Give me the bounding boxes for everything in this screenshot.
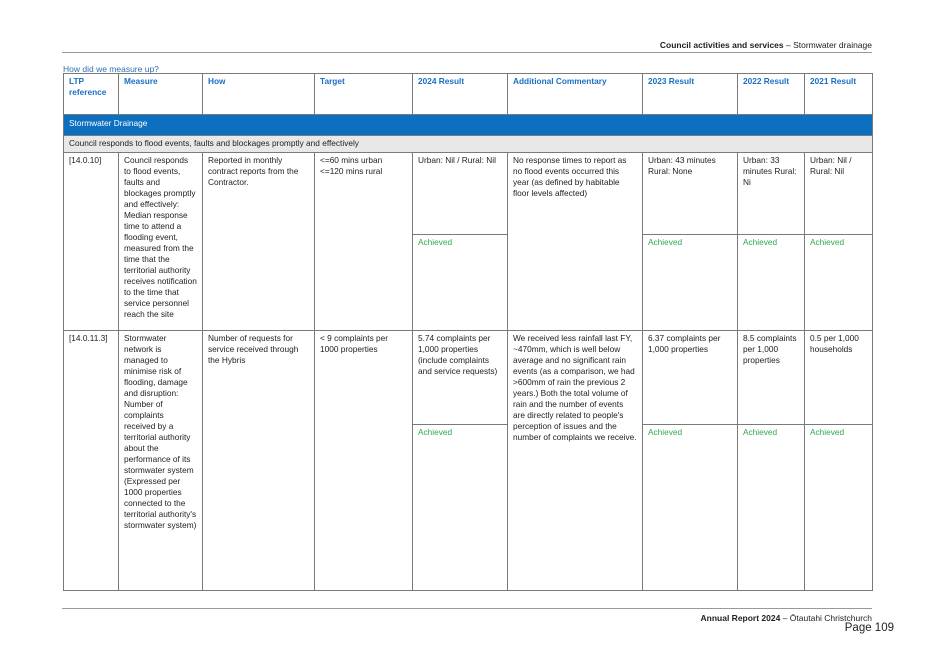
table-header-row bbox=[64, 74, 873, 115]
status-2021: Achieved bbox=[805, 235, 873, 331]
status-2022: Achieved bbox=[738, 425, 805, 591]
col-header-how: How bbox=[203, 74, 315, 115]
cell-ltp-ref: [14.0.11.3] bbox=[64, 331, 119, 591]
cell-commentary: No response times to report as no flood events occurred this year (as defined by habitable floor levels affected) bbox=[508, 153, 643, 331]
status-2023: Achieved bbox=[643, 235, 738, 331]
status-2024: Achieved bbox=[413, 425, 508, 591]
status-2024: Achieved bbox=[413, 235, 508, 331]
group-label: Stormwater Drainage bbox=[64, 115, 873, 136]
col-header-2023-result: 2023 Result bbox=[643, 74, 738, 115]
page-number: Page 109 bbox=[844, 622, 894, 634]
cell-how: Number of requests for service received through the Hybris bbox=[203, 331, 315, 591]
cell-2021-result: Urban: Nil / Rural: Nil bbox=[805, 153, 873, 235]
col-header-2022-result: 2022 Result bbox=[738, 74, 805, 115]
footer-separator: – bbox=[780, 613, 790, 623]
section-heading: How did we measure up? bbox=[63, 64, 159, 74]
performance-table bbox=[63, 73, 873, 591]
status-2022: Achieved bbox=[738, 235, 805, 331]
cell-2023-result: Urban: 43 minutes Rural: None bbox=[643, 153, 738, 235]
header-section: Council activities and services bbox=[659, 40, 784, 50]
status-2021: Achieved bbox=[805, 425, 873, 591]
header-subsection: Stormwater drainage bbox=[793, 40, 872, 50]
table-row bbox=[64, 153, 873, 235]
page-header bbox=[660, 40, 872, 50]
cell-commentary: We received less rainfall last FY, ~470mm, which is well below average and no significant rain events (as a comparison, we had >600mm of rain the previous 2 years.) Both the total volume of rain and the number of events are directly related to people's perception of issues and the number of complaints we receive. bbox=[508, 331, 643, 591]
cell-2022-result: Urban: 33 minutes Rural: Ni bbox=[738, 153, 805, 235]
group-row bbox=[64, 115, 873, 136]
cell-how: Reported in monthly contract reports from the Contractor. bbox=[203, 153, 315, 331]
header-divider bbox=[62, 52, 872, 53]
cell-2023-result: 6.37 complaints per 1,000 properties bbox=[643, 331, 738, 425]
footer-place: Ōtautahi Christchurch bbox=[789, 613, 872, 623]
col-header-additional-commentary: Additional Commentary bbox=[508, 74, 643, 115]
col-header-2021-result: 2021 Result bbox=[805, 74, 873, 115]
cell-2022-result: 8.5 complaints per 1,000 properties bbox=[738, 331, 805, 425]
cell-measure: Council responds to flood events, faults and blockages promptly and effectively: Median response time to attend a flooding event, measured from the time that the territorial authority receives notification to the time that service personnel reach the site bbox=[119, 153, 203, 331]
subgroup-label: Council responds to flood events, faults and blockages promptly and effectively bbox=[64, 136, 873, 153]
col-header-measure: Measure bbox=[119, 74, 203, 115]
cell-2021-result: 0.5 per 1,000 households bbox=[805, 331, 873, 425]
cell-measure: Stormwater network is managed to minimise risk of flooding, damage and disruption: Number of complaints received by a territorial authority about the performance of its stormwater system (Expressed per 1000 properties connected to the territorial authority's stormwater system) bbox=[119, 331, 203, 591]
footer-report: Annual Report 2024 bbox=[700, 613, 781, 623]
col-header-2024-result: 2024 Result bbox=[413, 74, 508, 115]
header-separator: – bbox=[783, 40, 794, 50]
subgroup-row bbox=[64, 136, 873, 153]
status-2023: Achieved bbox=[643, 425, 738, 591]
cell-2024-result: Urban: Nil / Rural: Nil bbox=[413, 153, 508, 235]
col-header-target: Target bbox=[315, 74, 413, 115]
table-row bbox=[64, 331, 873, 425]
cell-target: <=60 mins urban <=120 mins rural bbox=[315, 153, 413, 331]
cell-target: < 9 complaints per 1000 properties bbox=[315, 331, 413, 591]
cell-2024-result: 5.74 complaints per 1,000 properties (include complaints and service requests) bbox=[413, 331, 508, 425]
col-header-ltp-reference: LTP reference bbox=[64, 74, 119, 115]
cell-ltp-ref: [14.0.10] bbox=[64, 153, 119, 331]
footer-divider bbox=[62, 608, 872, 609]
